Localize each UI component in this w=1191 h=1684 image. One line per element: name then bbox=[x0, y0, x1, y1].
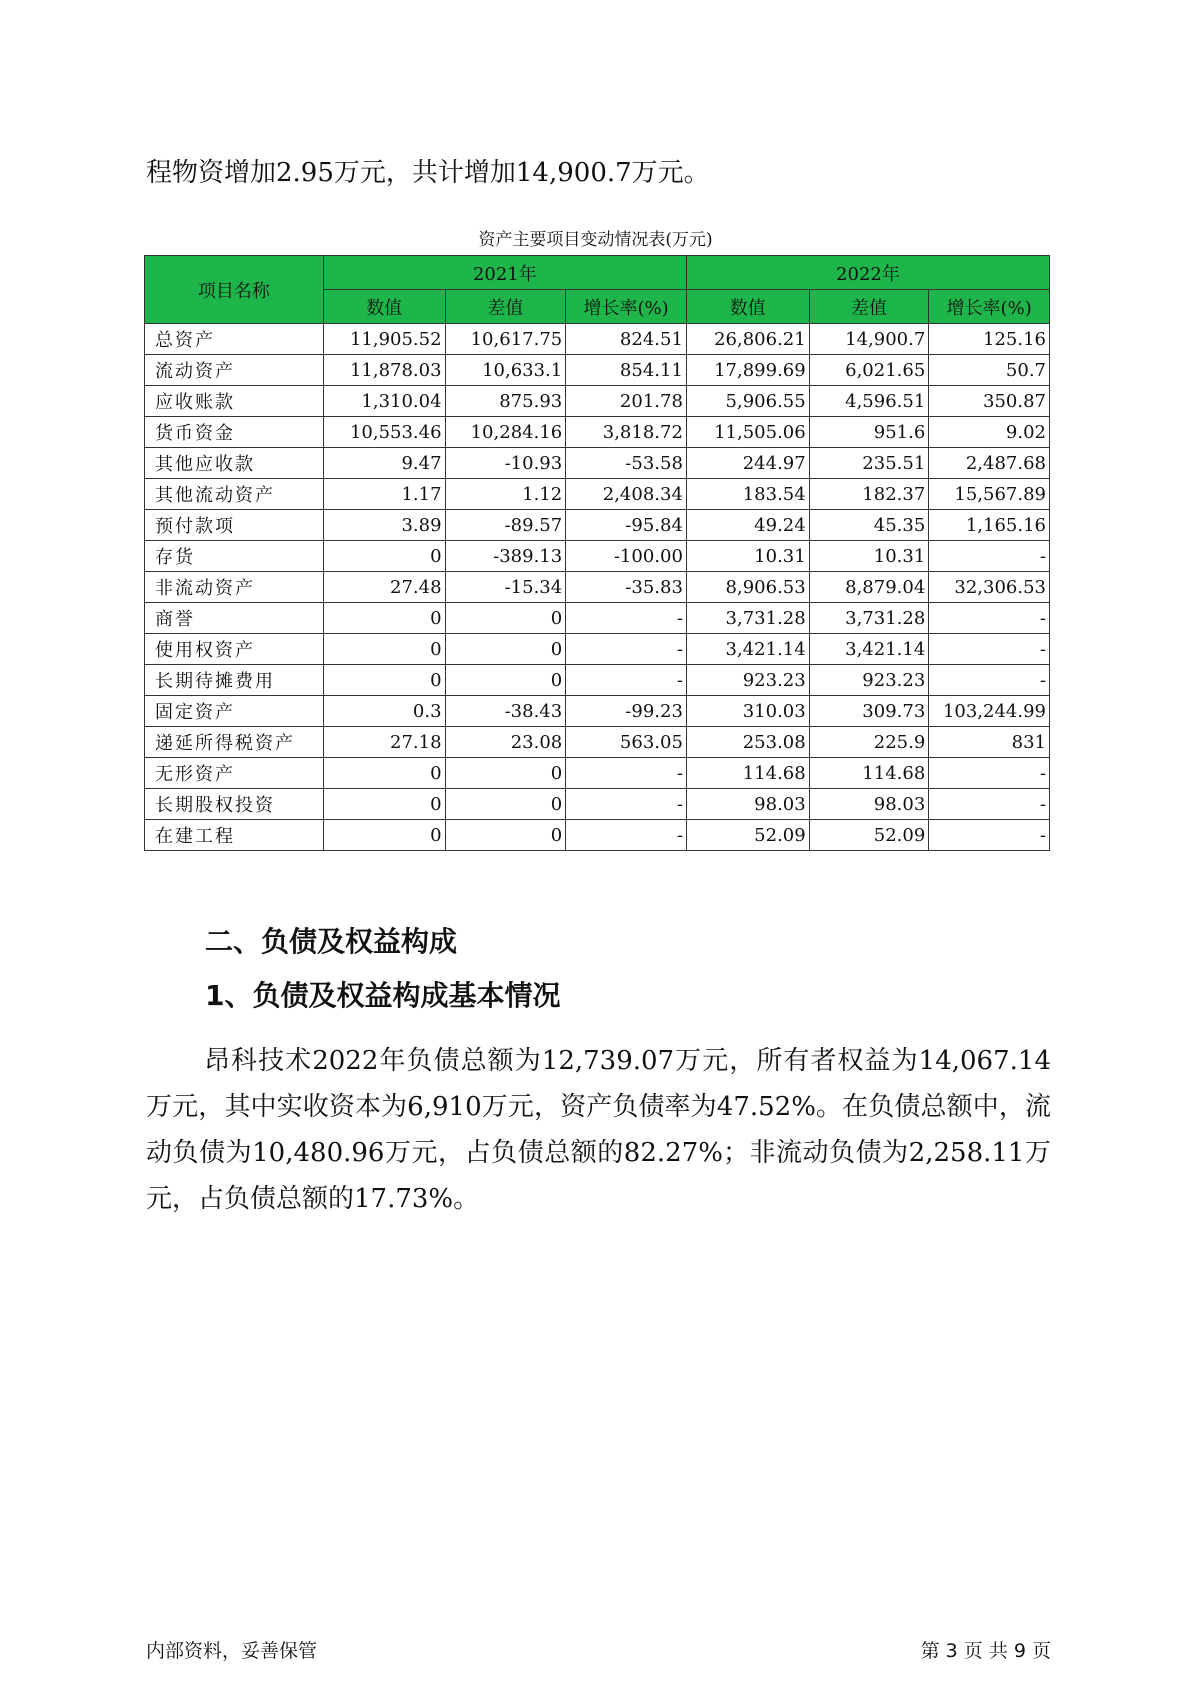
row-item-name: 非流动资产 bbox=[145, 572, 324, 603]
table-cell: 201.78 bbox=[566, 386, 687, 417]
table-cell: 52.09 bbox=[809, 820, 929, 851]
header-year-2022: 2022年 bbox=[686, 256, 1049, 290]
table-cell: 831 bbox=[929, 727, 1050, 758]
table-row bbox=[145, 448, 1050, 479]
row-item-name: 长期待摊费用 bbox=[145, 665, 324, 696]
row-item-name: 其他流动资产 bbox=[145, 479, 324, 510]
table-cell: -100.00 bbox=[566, 541, 687, 572]
table-cell: 27.18 bbox=[323, 727, 445, 758]
table-cell: 3,818.72 bbox=[566, 417, 687, 448]
table-cell: 9.02 bbox=[929, 417, 1050, 448]
table-row bbox=[145, 603, 1050, 634]
table-cell: 50.7 bbox=[929, 355, 1050, 386]
header-growth-rate: 增长率(%) bbox=[929, 290, 1050, 324]
table-cell: 14,900.7 bbox=[809, 324, 929, 355]
table-cell: 3,421.14 bbox=[686, 634, 809, 665]
row-item-name: 使用权资产 bbox=[145, 634, 324, 665]
row-item-name: 无形资产 bbox=[145, 758, 324, 789]
table-cell: 10,633.1 bbox=[445, 355, 566, 386]
continued-paragraph: 程物资增加2.95万元，共计增加14,900.7万元。 bbox=[146, 158, 710, 188]
table-cell: 114.68 bbox=[686, 758, 809, 789]
table-cell: -35.83 bbox=[566, 572, 687, 603]
table-cell: 0 bbox=[323, 820, 445, 851]
table-cell: -15.34 bbox=[445, 572, 566, 603]
row-item-name: 其他应收款 bbox=[145, 448, 324, 479]
row-item-name: 在建工程 bbox=[145, 820, 324, 851]
table-cell: - bbox=[929, 634, 1050, 665]
table-cell: 8,879.04 bbox=[809, 572, 929, 603]
row-item-name: 应收账款 bbox=[145, 386, 324, 417]
table-cell: -10.93 bbox=[445, 448, 566, 479]
table-cell: 0.3 bbox=[323, 696, 445, 727]
table-cell: -389.13 bbox=[445, 541, 566, 572]
table-cell: 0 bbox=[445, 603, 566, 634]
row-item-name: 流动资产 bbox=[145, 355, 324, 386]
row-item-name: 商誉 bbox=[145, 603, 324, 634]
table-cell: 3,421.14 bbox=[809, 634, 929, 665]
table-cell: 0 bbox=[445, 634, 566, 665]
table-cell: 2,408.34 bbox=[566, 479, 687, 510]
table-cell: - bbox=[929, 758, 1050, 789]
table-cell: 182.37 bbox=[809, 479, 929, 510]
table-row bbox=[145, 324, 1050, 355]
table-cell: 11,878.03 bbox=[323, 355, 445, 386]
table-cell: 1,165.16 bbox=[929, 510, 1050, 541]
table-cell: 3,731.28 bbox=[686, 603, 809, 634]
table-cell: 0 bbox=[323, 634, 445, 665]
table-cell: 23.08 bbox=[445, 727, 566, 758]
table-row bbox=[145, 386, 1050, 417]
table-row bbox=[145, 789, 1050, 820]
table-cell: 253.08 bbox=[686, 727, 809, 758]
table-cell: -38.43 bbox=[445, 696, 566, 727]
table-cell: 0 bbox=[323, 665, 445, 696]
table-cell: 923.23 bbox=[809, 665, 929, 696]
table-cell: 15,567.89 bbox=[929, 479, 1050, 510]
table-cell: 854.11 bbox=[566, 355, 687, 386]
table-cell: 875.93 bbox=[445, 386, 566, 417]
table-cell: 8,906.53 bbox=[686, 572, 809, 603]
table-cell: 1,310.04 bbox=[323, 386, 445, 417]
table-cell: 52.09 bbox=[686, 820, 809, 851]
row-item-name: 固定资产 bbox=[145, 696, 324, 727]
table-row bbox=[145, 355, 1050, 386]
table-cell: 0 bbox=[323, 541, 445, 572]
table-cell: - bbox=[929, 789, 1050, 820]
row-item-name: 长期股权投资 bbox=[145, 789, 324, 820]
table-row bbox=[145, 820, 1050, 851]
table-cell: 98.03 bbox=[686, 789, 809, 820]
section-heading: 二、负债及权益构成 bbox=[205, 925, 458, 958]
table-cell: - bbox=[929, 541, 1050, 572]
table-cell: 9.47 bbox=[323, 448, 445, 479]
table-cell: 0 bbox=[445, 665, 566, 696]
header-value: 数值 bbox=[686, 290, 809, 324]
table-cell: 951.6 bbox=[809, 417, 929, 448]
footer-confidential-note: 内部资料，妥善保管 bbox=[146, 1640, 318, 1662]
table-cell: 3,731.28 bbox=[809, 603, 929, 634]
table-cell: 225.9 bbox=[809, 727, 929, 758]
table-cell: 0 bbox=[323, 758, 445, 789]
table-cell: 563.05 bbox=[566, 727, 687, 758]
table-row bbox=[145, 572, 1050, 603]
table-row bbox=[145, 665, 1050, 696]
table-cell: 923.23 bbox=[686, 665, 809, 696]
table-cell: 10.31 bbox=[809, 541, 929, 572]
table-cell: 1.17 bbox=[323, 479, 445, 510]
table-cell: 10,284.16 bbox=[445, 417, 566, 448]
table-cell: 0 bbox=[323, 603, 445, 634]
table-cell: 824.51 bbox=[566, 324, 687, 355]
table-cell: 45.35 bbox=[809, 510, 929, 541]
table-cell: 10,617.75 bbox=[445, 324, 566, 355]
table-cell: - bbox=[566, 758, 687, 789]
table-cell: 49.24 bbox=[686, 510, 809, 541]
table-cell: 2,487.68 bbox=[929, 448, 1050, 479]
row-item-name: 递延所得税资产 bbox=[145, 727, 324, 758]
table-cell: -53.58 bbox=[566, 448, 687, 479]
asset-change-table bbox=[144, 255, 1050, 851]
table-cell: 0 bbox=[445, 820, 566, 851]
table-cell: 3.89 bbox=[323, 510, 445, 541]
table-row bbox=[145, 417, 1050, 448]
table-row bbox=[145, 727, 1050, 758]
table-cell: 6,021.65 bbox=[809, 355, 929, 386]
header-difference: 差值 bbox=[445, 290, 566, 324]
table-cell: 10,553.46 bbox=[323, 417, 445, 448]
table-row bbox=[145, 541, 1050, 572]
table-cell: 244.97 bbox=[686, 448, 809, 479]
table-cell: 125.16 bbox=[929, 324, 1050, 355]
table-cell: 235.51 bbox=[809, 448, 929, 479]
table-cell: -99.23 bbox=[566, 696, 687, 727]
table-cell: - bbox=[566, 603, 687, 634]
table-cell: 4,596.51 bbox=[809, 386, 929, 417]
header-item-name: 项目名称 bbox=[145, 256, 324, 324]
row-item-name: 存货 bbox=[145, 541, 324, 572]
table-cell: - bbox=[566, 634, 687, 665]
header-year-2021: 2021年 bbox=[323, 256, 686, 290]
table-caption: 资产主要项目变动情况表(万元) bbox=[478, 230, 713, 250]
table-cell: 17,899.69 bbox=[686, 355, 809, 386]
table-cell: - bbox=[566, 789, 687, 820]
table-row bbox=[145, 510, 1050, 541]
table-cell: 27.48 bbox=[323, 572, 445, 603]
table-cell: 98.03 bbox=[809, 789, 929, 820]
header-difference: 差值 bbox=[809, 290, 929, 324]
table-row bbox=[145, 758, 1050, 789]
table-cell: - bbox=[929, 820, 1050, 851]
table-cell: 11,505.06 bbox=[686, 417, 809, 448]
row-item-name: 货币资金 bbox=[145, 417, 324, 448]
subsection-heading: 1、负债及权益构成基本情况 bbox=[205, 979, 561, 1012]
table-cell: 0 bbox=[445, 789, 566, 820]
table-cell: - bbox=[566, 820, 687, 851]
table-cell: 103,244.99 bbox=[929, 696, 1050, 727]
table-cell: - bbox=[929, 603, 1050, 634]
header-value: 数值 bbox=[323, 290, 445, 324]
table-cell: 183.54 bbox=[686, 479, 809, 510]
table-row bbox=[145, 634, 1050, 665]
table-row bbox=[145, 696, 1050, 727]
table-cell: - bbox=[566, 665, 687, 696]
table-cell: 10.31 bbox=[686, 541, 809, 572]
table-cell: - bbox=[929, 665, 1050, 696]
body-paragraph: 昂科技术2022年负债总额为12,739.07万元，所有者权益为14,067.14万元，其中实收资本为6,910万元，资产负债率为47.52%。在负债总额中，流动负债为10,480.96万元，占负债总额的82.27%；非流动负债为2,258.11万元，占负债总额的17.73%。 bbox=[146, 1046, 1051, 1214]
table-cell: -95.84 bbox=[566, 510, 687, 541]
table-cell: 350.87 bbox=[929, 386, 1050, 417]
table-cell: 26,806.21 bbox=[686, 324, 809, 355]
table-cell: 309.73 bbox=[809, 696, 929, 727]
table-cell: 114.68 bbox=[809, 758, 929, 789]
table-cell: 32,306.53 bbox=[929, 572, 1050, 603]
footer-page-number: 第 3 页 共 9 页 bbox=[920, 1640, 1051, 1662]
table-cell: 310.03 bbox=[686, 696, 809, 727]
table-cell: 0 bbox=[445, 758, 566, 789]
table-cell: -89.57 bbox=[445, 510, 566, 541]
row-item-name: 预付款项 bbox=[145, 510, 324, 541]
table-cell: 5,906.55 bbox=[686, 386, 809, 417]
table-cell: 1.12 bbox=[445, 479, 566, 510]
table-row bbox=[145, 479, 1050, 510]
header-growth-rate: 增长率(%) bbox=[566, 290, 687, 324]
row-item-name: 总资产 bbox=[145, 324, 324, 355]
table-cell: 11,905.52 bbox=[323, 324, 445, 355]
table-cell: 0 bbox=[323, 789, 445, 820]
